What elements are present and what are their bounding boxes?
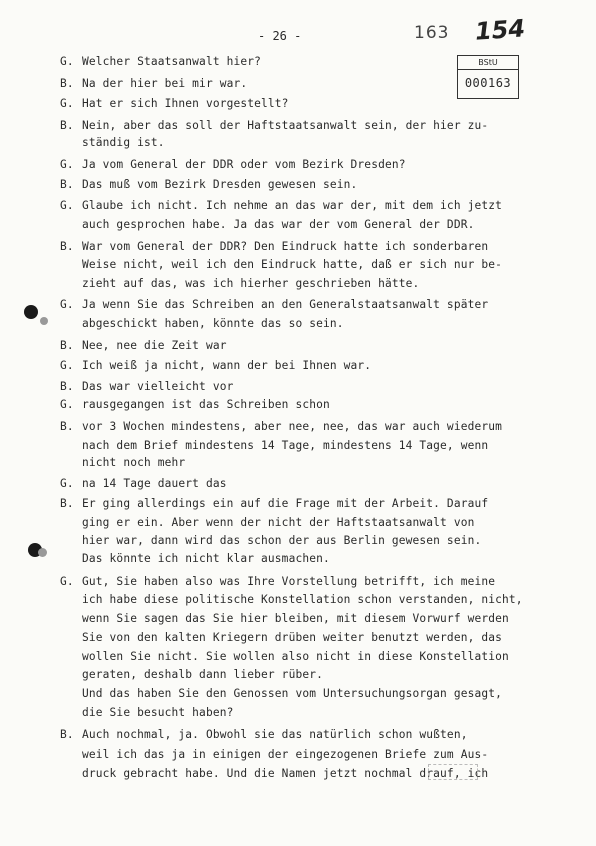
line-text: wollen Sie nicht. Sie wollen also nicht in diese Konstellation: [82, 650, 509, 663]
transcript-line: [60, 728, 468, 742]
line-text: wenn Sie sagen das Sie hier bleiben, mit diesem Vorwurf werden: [82, 612, 509, 625]
transcript-line: [60, 534, 481, 548]
speaker-label: G.: [60, 199, 74, 212]
transcript-line: [60, 136, 165, 150]
line-text: Nein, aber das soll der Haftstaatsanwalt sein, der hier zu-: [82, 119, 489, 132]
line-text: auch gesprochen habe. Ja das war der vom General der DDR.: [82, 218, 475, 231]
transcript-line: [60, 240, 488, 254]
line-text: Na der hier bei mir war.: [82, 77, 248, 90]
line-text: rausgegangen ist das Schreiben schon: [82, 398, 330, 411]
speaker-label: B.: [60, 420, 74, 433]
archive-stamp: [457, 55, 519, 99]
line-text: Das muß vom Bezirk Dresden gewesen sein.: [82, 178, 358, 191]
line-text: Ich weiß ja nicht, wann der bei Ihnen war.: [82, 359, 372, 372]
speaker-label: B.: [60, 119, 74, 132]
line-text: na 14 Tage dauert das: [82, 477, 227, 490]
transcript-line: [60, 748, 488, 762]
scan-speck: [40, 317, 48, 325]
transcript-line: [60, 706, 233, 720]
transcript-line: [60, 55, 261, 69]
speaker-label: B.: [60, 380, 74, 393]
transcript-line: [60, 158, 406, 172]
line-text: Das könnte ich nicht klar ausmachen.: [82, 552, 330, 565]
handwritten-folio-number: 163: [414, 23, 450, 43]
transcript-line: [60, 593, 523, 607]
transcript-line: [60, 650, 509, 664]
line-text: die Sie besucht haben?: [82, 706, 234, 719]
line-text: ständig ist.: [82, 136, 165, 149]
line-text: druck gebracht habe. Und die Namen jetzt nochmal drauf, ich: [82, 767, 489, 780]
line-text: Glaube ich nicht. Ich nehme an das war der, mit dem ich jetzt: [82, 199, 503, 212]
line-text: vor 3 Wochen mindestens, aber nee, nee, das war auch wiederum: [82, 420, 503, 433]
transcript-line: [60, 552, 330, 566]
line-text: nach dem Brief mindestens 14 Tage, mindestens 14 Tage, wenn: [82, 439, 489, 452]
transcript-line: [60, 258, 502, 272]
line-text: abgeschickt haben, könnte das so sein.: [82, 317, 344, 330]
transcript-line: [60, 668, 323, 682]
line-text: hier war, dann wird das schon der aus Berlin gewesen sein.: [82, 534, 482, 547]
transcript-line: [60, 339, 227, 353]
speaker-label: B.: [60, 240, 74, 253]
speaker-label: G.: [60, 359, 74, 372]
transcript-line: [60, 317, 344, 331]
line-text: Hat er sich Ihnen vorgestellt?: [82, 97, 289, 110]
line-text: Und das haben Sie den Genossen vom Untersuchungsorgan gesagt,: [82, 687, 503, 700]
line-text: Gut, Sie haben also was Ihre Vorstellung betrifft, ich meine: [82, 575, 496, 588]
speaker-label: G.: [60, 298, 74, 311]
transcript-line: [60, 516, 474, 530]
transcript-line: [60, 687, 502, 701]
speaker-label: G.: [60, 97, 74, 110]
line-text: zieht auf das, was ich hierher geschrieben hätte.: [82, 277, 420, 290]
line-text: Nee, nee die Zeit war: [82, 339, 227, 352]
line-text: War vom General der DDR? Den Eindruck hatte ich sonderbaren: [82, 240, 489, 253]
line-text: Das war vielleicht vor: [82, 380, 234, 393]
page-number: - 26 -: [258, 29, 302, 43]
transcript-line: [60, 398, 330, 412]
speaker-label: G.: [60, 477, 74, 490]
transcript-line: [60, 631, 502, 645]
speaker-label: B.: [60, 339, 74, 352]
line-text: nicht noch mehr: [82, 456, 186, 469]
punch-hole-top: [24, 305, 38, 319]
transcript-line: [60, 767, 488, 781]
transcript-line: [60, 380, 233, 394]
transcript-line: [60, 178, 357, 192]
line-text: ging er ein. Aber wenn der nicht der Haftstaatsanwalt von: [82, 516, 475, 529]
line-text: Er ging allerdings ein auf die Frage mit der Arbeit. Darauf: [82, 497, 489, 510]
line-text: Weise nicht, weil ich den Eindruck hatte, daß er sich nur be-: [82, 258, 503, 271]
scan-speck: [38, 548, 47, 557]
transcript-line: [60, 420, 502, 434]
line-text: Ja vom General der DDR oder vom Bezirk Dresden?: [82, 158, 406, 171]
transcript-line: [60, 359, 371, 373]
transcript-line: [60, 298, 488, 312]
speaker-label: G.: [60, 398, 74, 411]
line-text: weil ich das ja in einigen der eingezogenen Briefe zum Aus-: [82, 748, 489, 761]
transcript-line: [60, 77, 247, 91]
transcript-line: [60, 277, 419, 291]
line-text: Welcher Staatsanwalt hier?: [82, 55, 262, 68]
faint-stamp-mark: [428, 764, 478, 780]
stamp-label: BStU: [458, 58, 518, 70]
transcript-line: [60, 497, 488, 511]
transcript-line: [60, 119, 488, 133]
handwritten-page-number: 154: [474, 14, 527, 46]
transcript-line: [60, 97, 289, 111]
transcript-line: [60, 218, 474, 232]
line-text: Auch nochmal, ja. Obwohl sie das natürlich schon wußten,: [82, 728, 468, 741]
speaker-label: G.: [60, 158, 74, 171]
speaker-label: B.: [60, 178, 74, 191]
speaker-label: B.: [60, 497, 74, 510]
speaker-label: G.: [60, 575, 74, 588]
stamp-number: 000163: [464, 76, 512, 90]
transcript-line: [60, 575, 495, 589]
transcript-line: [60, 612, 509, 626]
line-text: geraten, deshalb dann lieber rüber.: [82, 668, 323, 681]
line-text: ich habe diese politische Konstellation schon verstanden, nicht,: [82, 593, 523, 606]
transcript-line: [60, 439, 488, 453]
speaker-label: G.: [60, 55, 74, 68]
speaker-label: B.: [60, 77, 74, 90]
transcript-line: [60, 477, 227, 491]
transcript-line: [60, 456, 185, 470]
line-text: Ja wenn Sie das Schreiben an den Generalstaatsanwalt später: [82, 298, 489, 311]
transcript-line: [60, 199, 502, 213]
speaker-label: B.: [60, 728, 74, 741]
line-text: Sie von den kalten Kriegern drüben weiter benutzt werden, das: [82, 631, 503, 644]
